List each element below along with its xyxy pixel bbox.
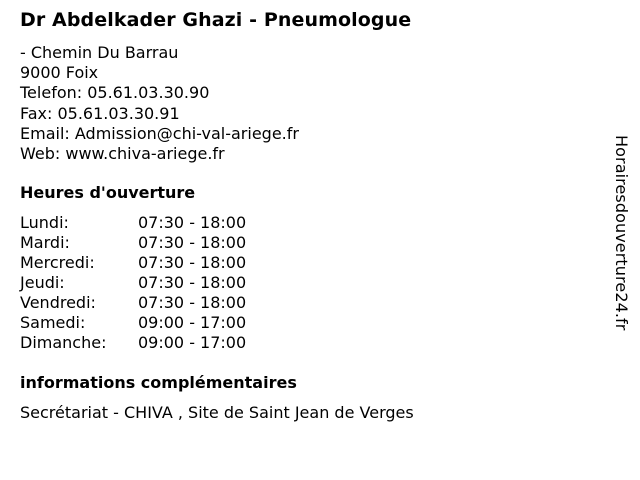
page-title: Dr Abdelkader Ghazi - Pneumologue (20, 9, 412, 31)
hours-day: Mardi: (20, 233, 70, 252)
site-brand-watermark: Horairesdouverture24.fr (612, 135, 631, 331)
hours-row-sunday (20, 333, 246, 353)
hours-time: 07:30 - 18:00 (138, 213, 247, 232)
hours-day: Vendredi: (20, 293, 96, 312)
hours-row-friday (20, 293, 246, 313)
info-heading: informations complémentaires (20, 373, 297, 392)
web-line: Web: www.chiva-ariege.fr (20, 143, 225, 163)
hours-day: Dimanche: (20, 333, 107, 352)
hours-heading: Heures d'ouverture (20, 183, 196, 202)
hours-row-thursday (20, 273, 246, 293)
fax-line: Fax: 05.61.03.30.91 (20, 103, 180, 123)
hours-time: 09:00 - 17:00 (138, 313, 247, 332)
hours-row-saturday (20, 313, 246, 333)
contact-block (20, 43, 299, 164)
address-city: 9000 Foix (20, 63, 99, 83)
info-text: Secrétariat - CHIVA , Site de Saint Jean de Verges (20, 403, 414, 422)
hours-time: 07:30 - 18:00 (138, 273, 247, 292)
phone-line: Telefon: 05.61.03.30.90 (20, 83, 210, 103)
hours-row-tuesday (20, 233, 246, 253)
hours-day: Samedi: (20, 313, 86, 332)
hours-time: 07:30 - 18:00 (138, 253, 247, 272)
email-line: Email: Admission@chi-val-ariege.fr (20, 123, 299, 143)
address-street: - Chemin Du Barrau (20, 43, 179, 62)
hours-day: Jeudi: (20, 273, 65, 292)
hours-time: 07:30 - 18:00 (138, 233, 247, 252)
hours-time: 09:00 - 17:00 (138, 333, 247, 352)
hours-table (20, 213, 246, 353)
hours-day: Lundi: (20, 213, 69, 232)
hours-row-monday (20, 213, 246, 233)
hours-time: 07:30 - 18:00 (138, 293, 247, 312)
hours-day: Mercredi: (20, 253, 95, 272)
hours-row-wednesday (20, 253, 246, 273)
